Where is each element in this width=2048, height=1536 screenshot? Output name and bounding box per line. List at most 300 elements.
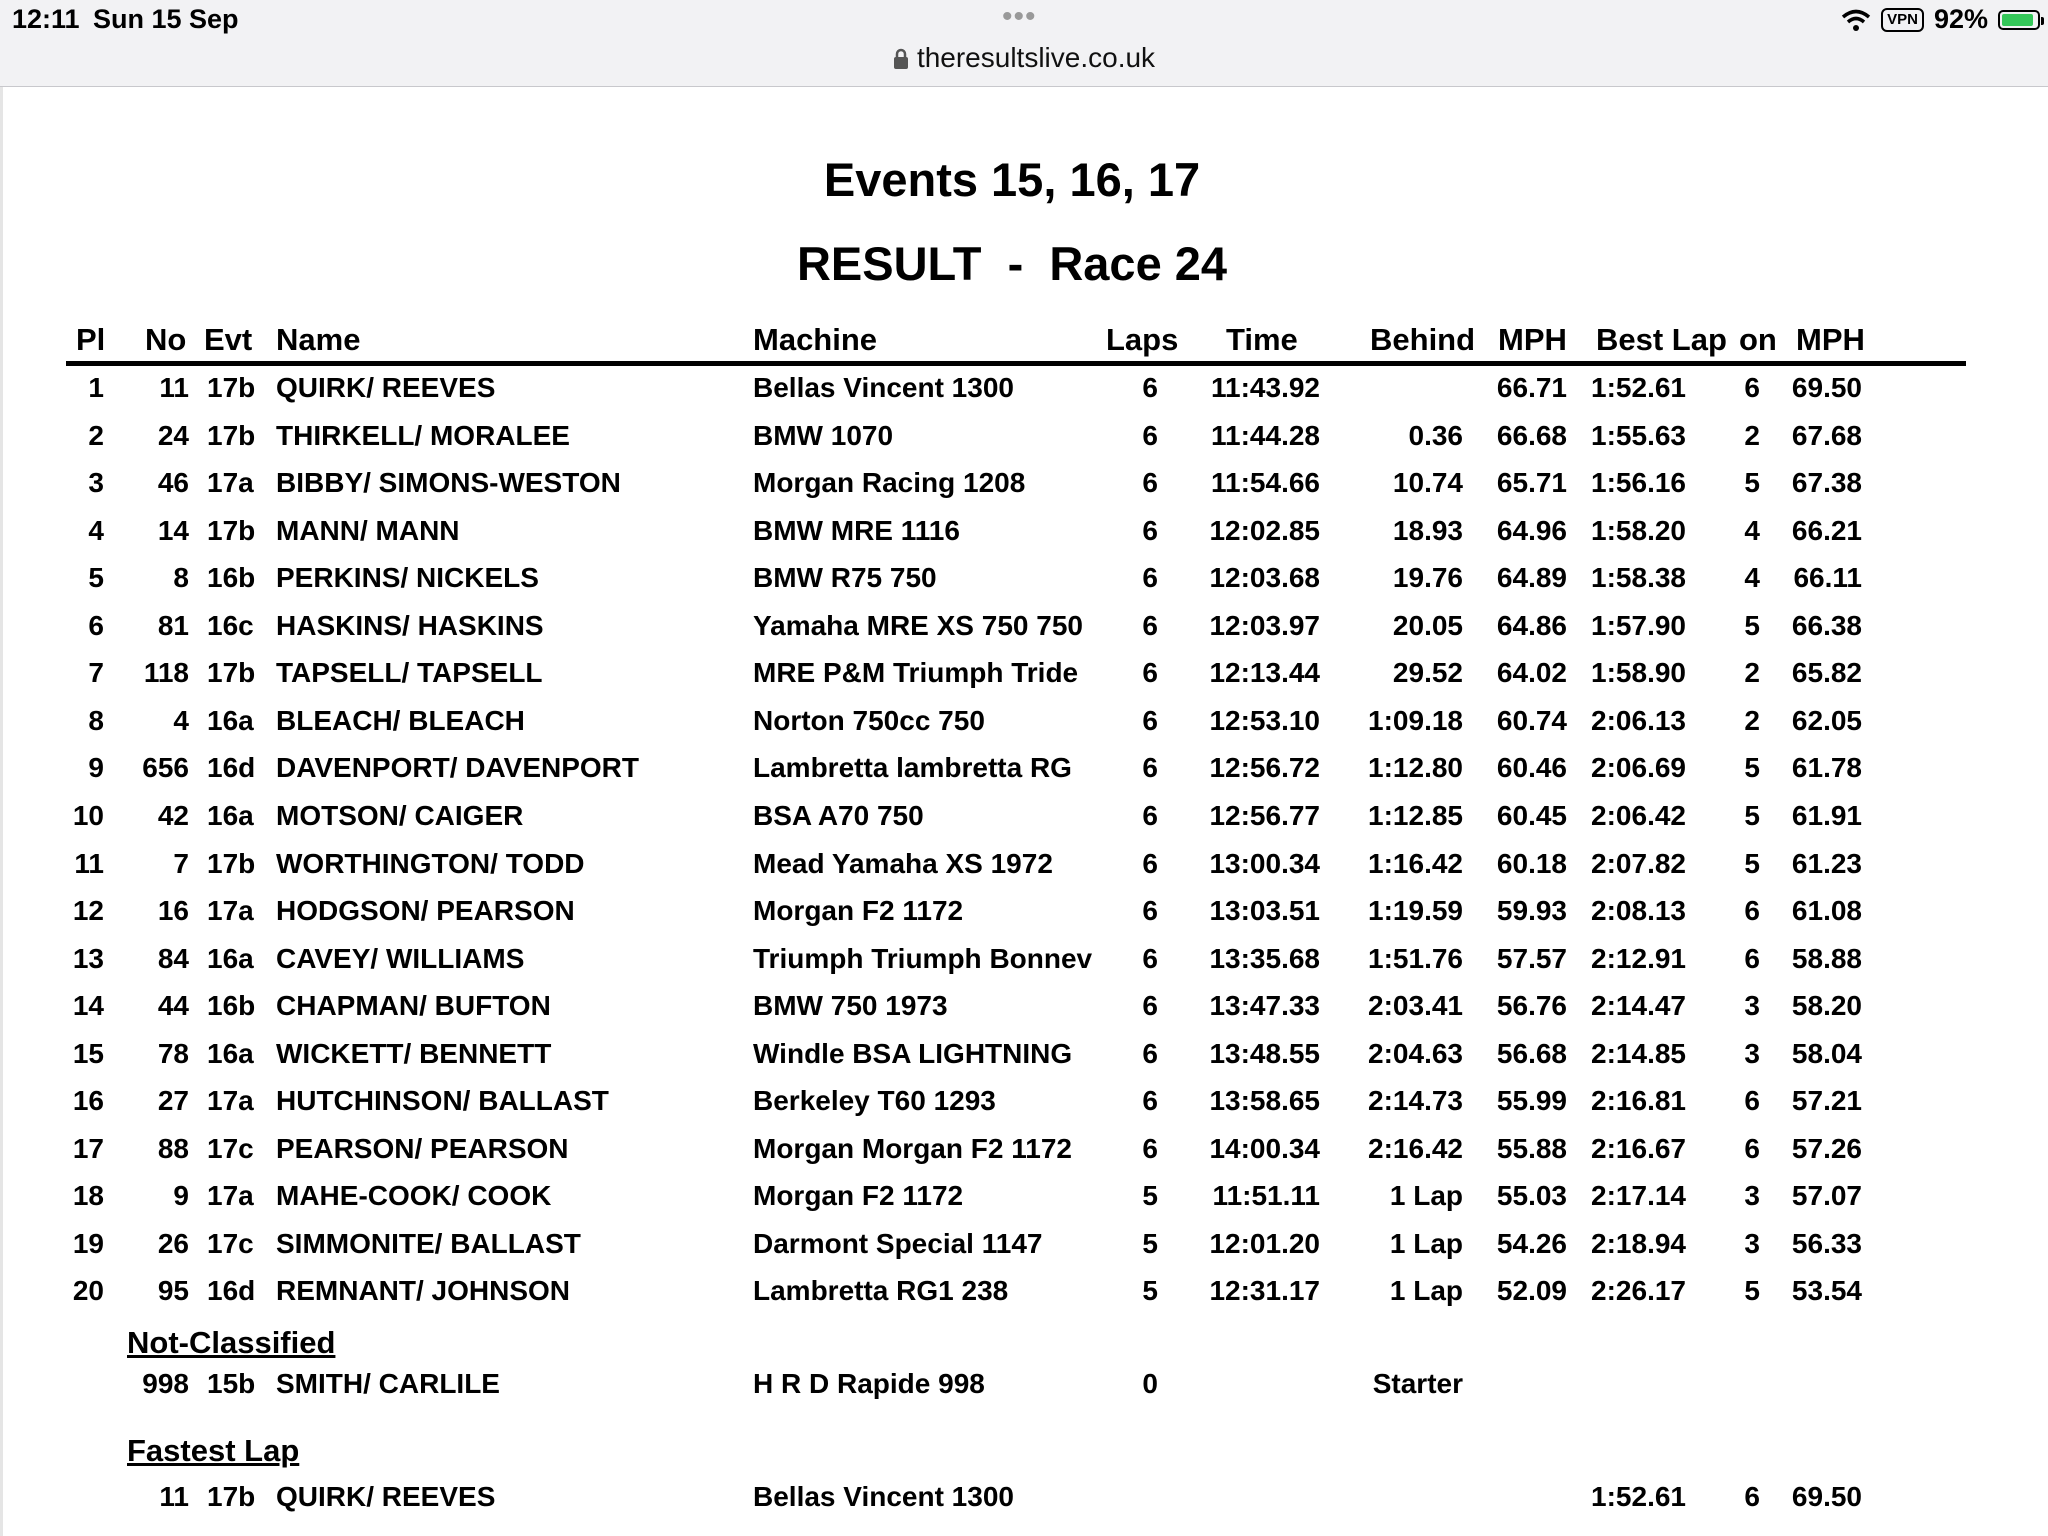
table-row [0,1038,2048,1078]
col-time: Time [1226,322,1298,357]
cell-evt: 17b [207,372,256,403]
cell-best: 1:52.61 [1591,372,1686,403]
battery-percent: 92% [1933,4,1988,34]
cell-evt: 16b [207,990,256,1022]
cell-best: 2:14.47 [1591,990,1686,1022]
cell-pl: 14 [72,990,104,1022]
cell-mph2: 61.08 [1791,895,1862,927]
cell-pl: 13 [72,942,104,974]
col-evt: Evt [204,322,253,357]
cell-machine: Darmont Special 1147 [753,1227,1043,1259]
cell-mph: 60.46 [1496,752,1567,784]
cell-best: 2:18.94 [1591,1227,1686,1259]
cell-mph: 56.76 [1496,990,1567,1022]
cell-mph2: 67.38 [1791,467,1862,499]
cell-mph2: 66.21 [1791,514,1862,546]
cell-name: SMITH/ CARLILE [276,1368,500,1399]
table-row [0,1275,2048,1315]
cell-mph: 66.71 [1496,372,1567,403]
table-row [0,372,2048,412]
cell-pl: 15 [72,1037,104,1069]
cell-laps: 6 [1142,847,1158,879]
cell-machine: BMW MRE 1116 [753,514,960,546]
status-icons [1841,4,2040,35]
cell-pl: 6 [88,609,104,641]
cell-name: MAHE-COOK/ COOK [276,1180,552,1212]
cell-behind: 1 Lap [1389,1275,1463,1307]
cell-mph2: 57.26 [1791,1132,1862,1164]
table-row [0,943,2048,983]
cell-time: 12:31.17 [1209,1275,1320,1307]
cell-behind: 1 Lap [1389,1227,1463,1259]
table-row [0,467,2048,507]
cell-pl: 1 [88,372,104,403]
cell-mph: 55.03 [1496,1180,1567,1212]
cell-on: 5 [1744,752,1760,784]
cell-mph2: 61.91 [1791,799,1862,831]
cell-machine: Morgan Morgan F2 1172 [753,1132,1072,1164]
cell-name: THIRKELL/ MORALEE [276,419,570,451]
table-row [0,610,2048,650]
result-subtitle: RESULT - Race 24 [796,237,1228,290]
cell-pl: 2 [88,419,104,451]
col-on: on [1739,322,1777,357]
cell-behind: 1:09.18 [1368,704,1463,736]
cell-mph2: 58.20 [1791,990,1862,1022]
cell-machine: Windle BSA LIGHTNING [753,1037,1073,1069]
cell-laps: 0 [1142,1368,1158,1399]
cell-no: 26 [157,1227,189,1259]
cell-time: 13:00.34 [1209,847,1320,879]
cell-name: CAVEY/ WILLIAMS [276,942,525,974]
cell-mph2: 58.04 [1791,1037,1862,1069]
cell-mph2: 57.07 [1791,1180,1862,1212]
cell-laps: 5 [1142,1227,1158,1259]
cell-no: 84 [157,942,189,974]
cell-machine: Triumph Triumph Bonnev [753,942,1093,974]
cell-on: 6 [1744,895,1760,927]
cell-on: 3 [1744,1227,1760,1259]
cell-time: 12:53.10 [1209,704,1320,736]
cell-name: WORTHINGTON/ TODD [276,847,585,879]
cell-machine: H R D Rapide 998 [753,1368,985,1399]
cell-mph2: 57.21 [1791,1085,1862,1117]
url-text: theresultslive.co.uk [916,42,1156,73]
cell-pl: 11 [74,847,104,879]
cell-time: 12:02.85 [1209,514,1320,546]
cell-time: 11:54.66 [1211,467,1320,499]
cell-behind: 1:19.59 [1368,895,1463,927]
cell-mph: 57.57 [1496,942,1567,974]
cell-machine: Bellas Vincent 1300 [753,372,1014,403]
table-row [0,515,2048,555]
battery-icon [1998,10,2040,30]
cell-best: 2:14.85 [1591,1037,1686,1069]
table-row [0,800,2048,840]
cell-laps: 6 [1142,942,1158,974]
status-bar [0,0,2048,87]
cell-best: 2:16.67 [1591,1132,1686,1164]
table-row [0,705,2048,745]
cell-machine: Morgan F2 1172 [753,1180,964,1212]
cell-behind: 2:04.63 [1368,1037,1463,1069]
vpn-badge: VPN [1881,8,1924,32]
col-mph: MPH [1498,322,1567,357]
cell-name: BLEACH/ BLEACH [276,704,525,736]
cell-name: HASKINS/ HASKINS [276,609,544,641]
cell-no: 81 [157,609,189,641]
cell-pl: 8 [88,704,104,736]
cell-time: 11:51.11 [1212,1180,1320,1212]
cell-machine: Lambretta lambretta RG [753,752,1072,784]
cell-mph: 52.09 [1496,1275,1567,1307]
cell-best: 2:07.82 [1591,847,1686,879]
cell-laps: 6 [1142,1132,1158,1164]
table-row [0,1180,2048,1220]
cell-best: 1:56.16 [1591,467,1686,499]
cell-behind: 29.52 [1392,657,1463,689]
cell-name: PEARSON/ PEARSON [276,1132,569,1164]
cell-pl: 5 [88,562,104,594]
cell-time: 12:56.77 [1209,799,1320,831]
cell-mph: 64.02 [1496,657,1567,689]
cell-no: 9 [173,1180,189,1212]
lock-icon [893,48,909,70]
cell-mph: 66.68 [1496,419,1567,451]
cell-best: 1:55.63 [1591,419,1686,451]
cell-best: 1:58.38 [1591,562,1686,594]
cell-machine: BMW 1070 [753,419,894,451]
cell-mph2: 69.50 [1791,1481,1862,1512]
cell-pl: 10 [72,799,104,831]
cell-evt: 17b [207,514,256,546]
cell-pl: 12 [72,895,104,927]
cell-on: 2 [1744,657,1760,689]
cell-laps: 6 [1142,562,1158,594]
cell-time: 13:35.68 [1209,942,1320,974]
cell-time: 12:56.72 [1209,752,1320,784]
col-mph2: MPH [1796,322,1865,357]
wifi-icon [1841,9,1871,31]
cell-evt: 16c [207,609,254,641]
cell-mph: 59.93 [1496,895,1567,927]
cell-behind: 2:14.73 [1368,1085,1463,1117]
table-row [0,657,2048,697]
table-row [0,990,2048,1030]
cell-best: 1:52.61 [1591,1481,1686,1512]
cell-best: 1:58.20 [1591,514,1686,546]
cell-no: 46 [157,467,189,499]
cell-evt: 16b [207,562,256,594]
cell-mph: 60.74 [1496,704,1567,736]
cell-no: 8 [173,562,189,594]
cell-behind: 1:51.76 [1368,942,1463,974]
cell-time: 14:00.34 [1209,1132,1320,1164]
cell-on: 3 [1744,1180,1760,1212]
header-rule [66,361,1966,366]
cell-machine: Norton 750cc 750 [753,704,985,736]
cell-on: 5 [1744,609,1760,641]
cell-on: 2 [1744,419,1760,451]
table-row [0,752,2048,792]
cell-laps: 5 [1142,1180,1158,1212]
cell-best: 2:16.81 [1591,1085,1686,1117]
cell-evt: 17b [207,1481,256,1512]
cell-name: MANN/ MANN [276,514,460,546]
cell-mph2: 67.68 [1791,419,1862,451]
cell-no: 88 [157,1132,189,1164]
cell-best: 2:12.91 [1591,942,1686,974]
address-bar[interactable] [0,42,2048,74]
cell-on: 6 [1744,1481,1760,1512]
cell-behind: 1 Lap [1389,1180,1463,1212]
cell-time: 11:43.92 [1211,372,1320,403]
cell-laps: 6 [1142,1085,1158,1117]
cell-machine: Yamaha MRE XS 750 750 [753,609,1083,641]
cell-pl: 19 [72,1227,104,1259]
cell-mph2: 53.54 [1791,1275,1862,1307]
col-no: No [145,322,187,357]
cell-no: 998 [142,1368,189,1399]
more-dots-icon[interactable]: ••• [1002,0,1037,33]
cell-pl: 3 [88,467,104,499]
cell-name: SIMMONITE/ BALLAST [276,1227,581,1259]
cell-on: 5 [1744,799,1760,831]
cell-mph: 56.68 [1496,1037,1567,1069]
cell-behind: 0.36 [1408,419,1463,451]
cell-mph: 55.88 [1496,1132,1567,1164]
cell-laps: 6 [1142,514,1158,546]
cell-mph: 65.71 [1496,467,1567,499]
cell-machine: Morgan F2 1172 [753,895,964,927]
cell-no: 656 [142,752,189,784]
cell-no: 14 [157,514,189,546]
cell-time: 11:44.28 [1211,419,1320,451]
cell-on: 4 [1744,514,1760,546]
cell-mph2: 61.78 [1791,752,1862,784]
battery-fill [2002,14,2033,26]
cell-pl: 18 [72,1180,104,1212]
cell-evt: 17a [207,895,254,927]
table-row [0,1481,2048,1521]
cell-on: 6 [1744,942,1760,974]
cell-machine: BMW 750 1973 [753,990,948,1022]
cell-no: 11 [159,372,189,403]
table-row [0,420,2048,460]
cell-behind: 2:16.42 [1368,1132,1463,1164]
cell-no: 7 [173,847,189,879]
cell-time: 13:47.33 [1209,990,1320,1022]
cell-mph: 54.26 [1496,1227,1567,1259]
cell-mph2: 66.38 [1791,609,1862,641]
cell-no: 24 [157,419,189,451]
cell-laps: 6 [1142,990,1158,1022]
cell-machine: Mead Yamaha XS 1972 [753,847,1053,879]
cell-pl: 16 [72,1085,104,1117]
not-classified-heading: Not-Classified [127,1325,336,1360]
col-laps: Laps [1106,322,1179,357]
cell-behind: 1:12.85 [1368,799,1463,831]
cell-name: DAVENPORT/ DAVENPORT [276,752,639,784]
cell-evt: 17a [207,1085,254,1117]
cell-pl: 20 [72,1275,104,1307]
col-name: Name [276,322,361,357]
cell-name: BIBBY/ SIMONS-WESTON [276,467,621,499]
cell-pl: 4 [88,514,104,546]
table-row [0,1133,2048,1173]
cell-no: 78 [157,1037,189,1069]
cell-no: 27 [157,1085,189,1117]
cell-time: 12:01.20 [1209,1227,1320,1259]
cell-evt: 17b [207,847,256,879]
cell-evt: 16a [207,799,254,831]
table-row [0,562,2048,602]
cell-mph2: 62.05 [1791,704,1862,736]
cell-behind: 10.74 [1392,467,1463,499]
cell-best: 2:06.69 [1591,752,1686,784]
cell-machine: Lambretta RG1 238 [753,1275,1009,1307]
cell-name: REMNANT/ JOHNSON [276,1275,571,1307]
cell-behind: 18.93 [1392,514,1463,546]
cell-behind: 1:12.80 [1368,752,1463,784]
cell-time: 12:13.44 [1209,657,1320,689]
cell-evt: 16a [207,704,254,736]
cell-time: 13:58.65 [1209,1085,1320,1117]
cell-behind: 19.76 [1392,562,1463,594]
table-row [0,1228,2048,1268]
cell-no: 44 [157,990,189,1022]
cell-best: 2:06.13 [1591,704,1686,736]
cell-name: QUIRK/ REEVES [276,1481,496,1512]
col-best-lap: Best Lap [1596,322,1727,357]
cell-pl: 17 [72,1132,104,1164]
cell-no: 42 [157,799,189,831]
cell-on: 3 [1744,1037,1760,1069]
cell-no: 95 [157,1275,189,1307]
cell-evt: 17c [207,1132,254,1164]
cell-best: 1:57.90 [1591,609,1686,641]
cell-behind: Starter [1372,1368,1463,1399]
cell-laps: 6 [1142,799,1158,831]
cell-evt: 17a [207,1180,254,1212]
cell-mph: 64.89 [1496,562,1567,594]
cell-mph: 55.99 [1496,1085,1567,1117]
cell-evt: 17b [207,657,256,689]
cell-evt: 15b [207,1368,256,1399]
cell-laps: 6 [1142,419,1158,451]
cell-mph2: 66.11 [1793,562,1862,594]
cell-time: 13:48.55 [1209,1037,1320,1069]
col-pl: Pl [76,322,106,357]
cell-machine: Berkeley T60 1293 [753,1085,996,1117]
cell-name: MOTSON/ CAIGER [276,799,524,831]
cell-on: 3 [1744,990,1760,1022]
cell-best: 2:17.14 [1591,1180,1686,1212]
col-behind: Behind [1370,322,1476,357]
table-row [0,848,2048,888]
cell-on: 6 [1744,372,1760,403]
cell-machine: Bellas Vincent 1300 [753,1481,1014,1512]
cell-mph: 60.18 [1496,847,1567,879]
cell-laps: 6 [1142,372,1158,403]
cell-on: 2 [1744,704,1760,736]
cell-evt: 16a [207,1037,254,1069]
cell-mph2: 65.82 [1791,657,1862,689]
cell-name: HODGSON/ PEARSON [276,895,575,927]
cell-machine: BMW R75 750 [753,562,937,594]
cell-on: 4 [1744,562,1760,594]
cell-evt: 16a [207,942,254,974]
cell-on: 5 [1744,467,1760,499]
cell-laps: 6 [1142,609,1158,641]
cell-behind: 20.05 [1392,609,1463,641]
cell-laps: 6 [1142,1037,1158,1069]
cell-evt: 17a [207,467,254,499]
cell-laps: 6 [1142,704,1158,736]
cell-evt: 17b [207,419,256,451]
cell-pl: 7 [88,657,104,689]
cell-mph2: 61.23 [1791,847,1862,879]
cell-no: 118 [143,657,189,689]
clock: 12:11 [12,4,80,34]
table-row [0,895,2048,935]
cell-best: 2:06.42 [1591,799,1686,831]
cell-laps: 6 [1142,895,1158,927]
cell-no: 4 [173,704,189,736]
cell-name: TAPSELL/ TAPSELL [276,657,543,689]
cell-on: 6 [1744,1132,1760,1164]
cell-machine: Morgan Racing 1208 [753,467,1026,499]
cell-time: 13:03.51 [1209,895,1320,927]
cell-name: HUTCHINSON/ BALLAST [276,1085,609,1117]
cell-best: 1:58.90 [1591,657,1686,689]
cell-laps: 6 [1142,657,1158,689]
cell-name: CHAPMAN/ BUFTON [276,990,551,1022]
cell-evt: 17c [207,1227,254,1259]
cell-on: 6 [1744,1085,1760,1117]
cell-no: 16 [157,895,189,927]
date: Sun 15 Sep [93,4,239,34]
cell-best: 2:08.13 [1591,895,1686,927]
cell-behind: 2:03.41 [1368,990,1463,1022]
cell-mph2: 69.50 [1791,372,1862,403]
cell-machine: MRE P&M Triumph Tride [753,657,1079,689]
cell-laps: 6 [1142,467,1158,499]
col-machine: Machine [753,322,878,357]
cell-laps: 5 [1142,1275,1158,1307]
cell-evt: 16d [207,1275,256,1307]
cell-on: 5 [1744,847,1760,879]
cell-best: 2:26.17 [1591,1275,1686,1307]
cell-mph: 64.86 [1496,609,1567,641]
cell-evt: 16d [207,752,256,784]
cell-mph2: 56.33 [1791,1227,1862,1259]
cell-name: QUIRK/ REEVES [276,372,496,403]
cell-time: 12:03.97 [1209,609,1320,641]
cell-name: PERKINS/ NICKELS [276,562,539,594]
cell-mph2: 58.88 [1791,942,1862,974]
table-row [0,1085,2048,1125]
cell-machine: BSA A70 750 [753,799,924,831]
cell-name: WICKETT/ BENNETT [276,1037,552,1069]
cell-laps: 6 [1142,752,1158,784]
cell-no: 11 [159,1481,189,1512]
cell-mph: 64.96 [1496,514,1567,546]
table-row [0,1368,2048,1408]
fastest-lap-heading: Fastest Lap [127,1433,300,1468]
cell-behind: 1:16.42 [1368,847,1463,879]
cell-mph: 60.45 [1496,799,1567,831]
